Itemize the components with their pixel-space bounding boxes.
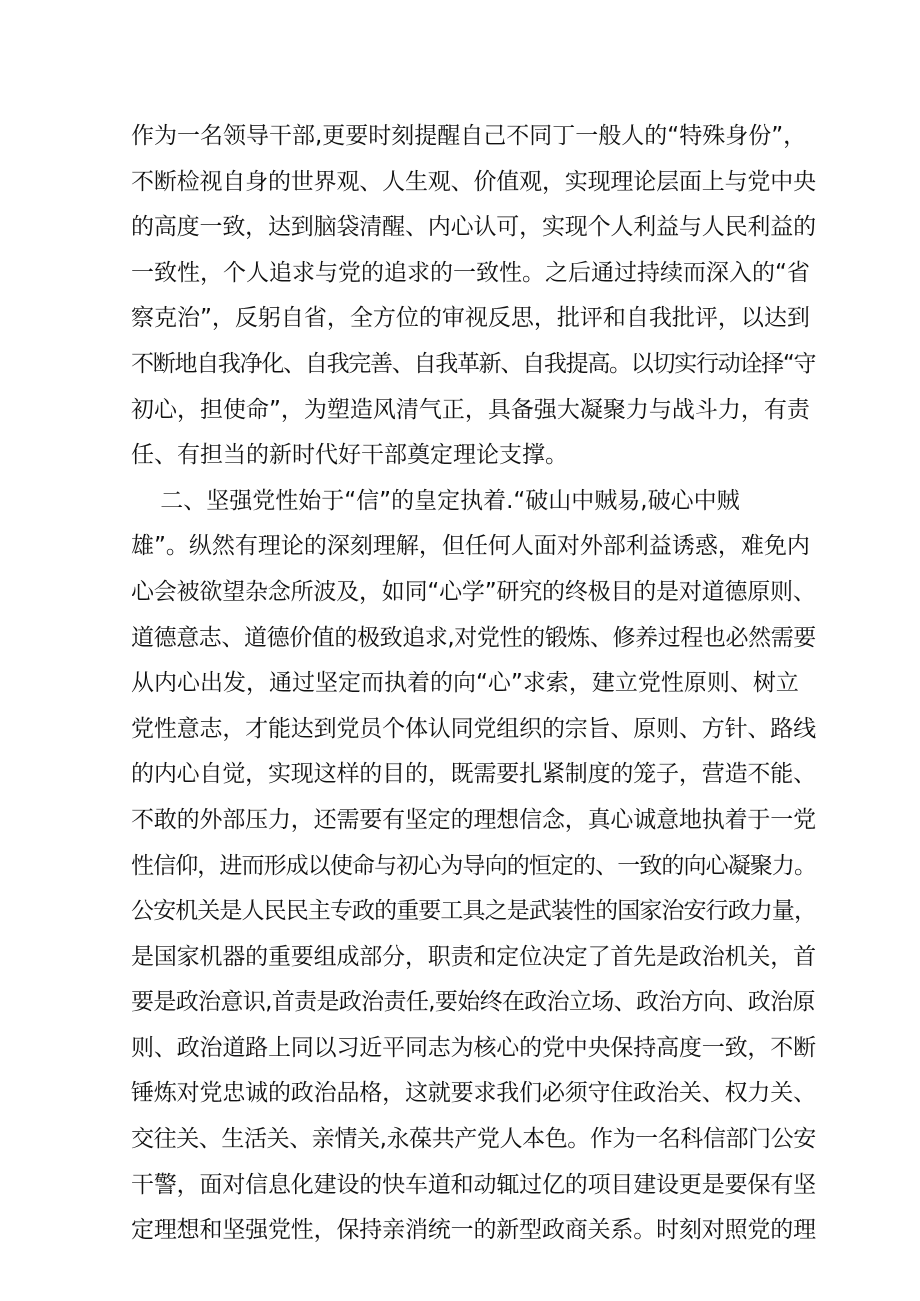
text-line: 心会被欲望杂念所波及，如同“心学”研究的终极目的是对道德原则、 (131, 578, 816, 605)
text-line: 不敢的外部压力，还需要有坚定的理想信念，真心诚意地执着于一党 (131, 806, 816, 833)
text-line: 雄”。纵然有理论的深刻理解，但任何人面对外部利益诱惑，难免内 (131, 533, 810, 560)
body-text (131, 114, 817, 1254)
text-line: 性信仰，进而形成以使命与初心为导向的恒定的、一致的向心凝聚力。 (131, 852, 817, 879)
text-line: 党性意志，才能达到党员个体认同党组织的宗旨、原则、方针、路线 (131, 715, 816, 742)
text-line: 是国家机器的重要组成部分，职责和定位决定了首先是政治机关，首 (131, 943, 816, 970)
text-line: 干警，面对信息化建设的快车道和动辄过亿的项目建设更是要保有坚 (131, 1171, 816, 1198)
text-line: 从内心出发，通过坚定而执着的向“心”求索，建立党性原则、树立 (131, 670, 799, 697)
text-line: 道德意志、道德价值的极致追求,对党性的锻炼、修养过程也必然需要 (131, 624, 816, 651)
text-line: 锤炼对党忠诚的政治品格，这就要求我们必须守住政治关、权力关、 (131, 1080, 816, 1107)
text-line: 定理想和坚强党性，保持亲消统一的新型政商关系。时刻对照党的理 (131, 1217, 816, 1244)
text-line: 公安机关是人民民主专政的重要工具之是武装性的国家治安行政力量， (131, 898, 817, 925)
text-line: 任、有担当的新时代好干部奠定理论支撑。 (131, 442, 568, 469)
text-line: 初心，担使命”，为塑造风清气正，具备强大凝聚力与战斗力，有责 (131, 396, 810, 423)
text-line: 不断地自我净化、自我完善、自我革新、自我提高。以切实行动诠择“守 (131, 350, 816, 377)
text-line: 作为一名领导干部,更要时刻提醒自己不同丁一般人的“特殊身份”， (131, 123, 807, 149)
text-line: 察克治”，反躬自省，全方位的审视反思，批评和自我批评，以达到 (131, 305, 810, 332)
text-line: 一致性，个人追求与党的追求的一致性。之后通过持续而深入的“省 (131, 259, 810, 286)
text-line: 要是政治意识,首责是政治责任,要始终在政治立场、政治方向、政治原 (131, 989, 815, 1016)
text-line: 不断检视自身的世界观、人生观、价值观，实现理论层面上与党中央 (131, 168, 816, 195)
text-line: 则、政治道路上同以习近平同志为核心的党中央保持高度一致，不断 (131, 1034, 816, 1061)
text-line: 二、坚强党性始于“信”的皇定执着.“破山中贼易,破心中贼 (131, 487, 740, 514)
text-line: 的高度一致，达到脑袋清醒、内心认可，实现个人利益与人民利益的 (131, 214, 816, 241)
text-line: 的内心自觉，实现这样的目的，既需要扎紧制度的笼子，营造不能、 (131, 761, 816, 788)
text-line: 交往关、生活关、亲情关,永葆共产党人本色。作为一名科信部门公安 (131, 1126, 816, 1153)
